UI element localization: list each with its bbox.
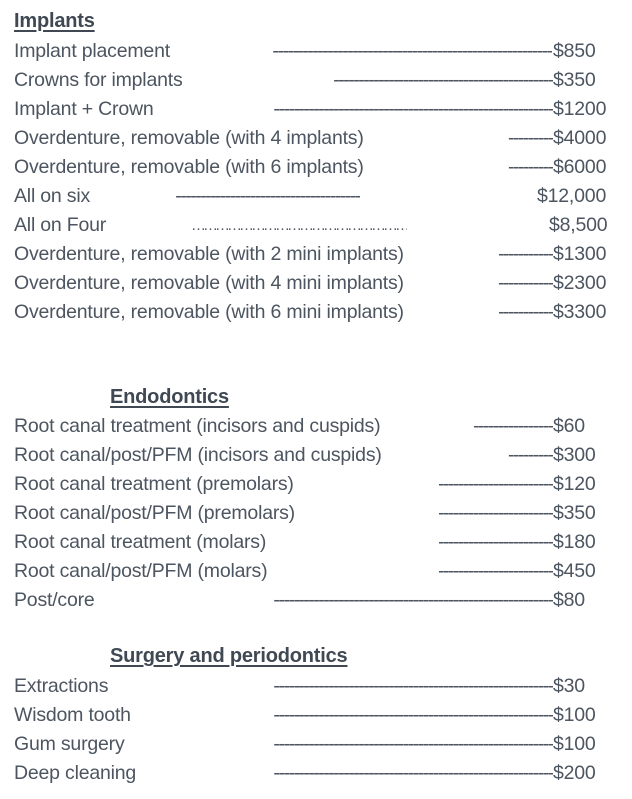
item-label: All on six	[14, 185, 91, 207]
item-label: Root canal/post/PFM (premolars)	[14, 502, 295, 524]
dotted-leader: ---------	[508, 127, 553, 149]
dotted-leader: ---------	[508, 156, 553, 178]
price-row	[0, 672, 632, 701]
dotted-leader: ………………………………………………	[191, 217, 407, 234]
dotted-leader: -----------	[498, 301, 553, 323]
item-price: $200	[553, 762, 596, 784]
item-price: $350	[553, 69, 596, 91]
endodontics-heading: Endodontics	[110, 386, 229, 408]
item-label: Overdenture, removable (with 2 mini implants)	[14, 243, 404, 265]
price-row	[0, 557, 632, 586]
price-row	[0, 240, 632, 269]
item-price: $8,500	[549, 214, 608, 236]
item-price: $100	[553, 733, 596, 755]
item-price: $12,000	[537, 185, 607, 207]
dotted-leader: --------------------------------------------------------	[272, 40, 552, 62]
item-label: Root canal treatment (premolars)	[14, 473, 294, 495]
item-price: $350	[553, 502, 596, 524]
item-price: $30	[553, 675, 585, 697]
item-label: Implant + Crown	[14, 98, 154, 120]
item-label: Root canal/post/PFM (incisors and cuspids)	[14, 444, 382, 466]
item-price: $3300	[553, 301, 607, 323]
price-row	[0, 182, 632, 211]
price-row	[0, 66, 632, 95]
dotted-leader: --------------------------------------------------------	[273, 98, 553, 120]
item-price: $850	[553, 40, 596, 62]
item-label: Root canal treatment (incisors and cuspids)	[14, 415, 381, 437]
price-row	[0, 37, 632, 66]
item-price: $450	[553, 560, 596, 582]
dotted-leader: ---------	[508, 444, 553, 466]
price-row	[0, 701, 632, 730]
price-row	[0, 269, 632, 298]
price-row	[0, 586, 632, 615]
dotted-leader: -----------------------	[438, 502, 553, 524]
item-price: $300	[553, 444, 596, 466]
price-row	[0, 528, 632, 557]
item-price: $6000	[553, 156, 607, 178]
price-row	[0, 124, 632, 153]
item-label: Root canal/post/PFM (molars)	[14, 560, 268, 582]
price-row	[0, 211, 632, 240]
item-label: Overdenture, removable (with 4 implants)	[14, 127, 364, 149]
item-label: Root canal treatment (molars)	[14, 531, 267, 553]
price-row	[0, 441, 632, 470]
item-price: $1200	[553, 98, 607, 120]
item-price: $100	[553, 704, 596, 726]
item-label: Overdenture, removable (with 4 mini implants)	[14, 272, 404, 294]
dotted-leader: -----------------------	[438, 531, 553, 553]
dotted-leader: -----------	[498, 243, 553, 265]
dotted-leader: -----------------------	[438, 560, 553, 582]
price-row	[0, 499, 632, 528]
item-label: Overdenture, removable (with 6 implants)	[14, 156, 364, 178]
item-label: Gum surgery	[14, 733, 125, 755]
dotted-leader: -------------------------------------	[175, 185, 360, 207]
item-price: $1300	[553, 243, 607, 265]
dotted-leader: -----------------------	[438, 473, 553, 495]
item-label: Deep cleaning	[14, 762, 137, 784]
item-label: Crowns for implants	[14, 69, 183, 91]
item-label: Overdenture, removable (with 6 mini implants)	[14, 301, 404, 323]
surgery-heading: Surgery and periodontics	[110, 645, 348, 667]
price-row	[0, 153, 632, 182]
item-label: Wisdom tooth	[14, 704, 131, 726]
item-price: $180	[553, 531, 596, 553]
item-label: Implant placement	[14, 40, 170, 62]
dotted-leader: --------------------------------------------------------	[273, 589, 553, 611]
item-price: $2300	[553, 272, 607, 294]
dotted-leader: --------------------------------------------------------	[273, 675, 553, 697]
dotted-leader: --------------------------------------------------------	[273, 762, 553, 784]
dotted-leader: ----------------	[473, 415, 553, 437]
item-price: $120	[553, 473, 596, 495]
implants-heading: Implants	[14, 10, 95, 32]
price-row	[0, 470, 632, 499]
price-row	[0, 298, 632, 327]
item-price: $80	[553, 589, 585, 611]
dotted-leader: --------------------------------------------------------	[273, 733, 553, 755]
dotted-leader: -----------	[498, 272, 553, 294]
item-price: $4000	[553, 127, 607, 149]
item-label: Post/core	[14, 589, 95, 611]
price-row	[0, 412, 632, 441]
item-label: Extractions	[14, 675, 109, 697]
dotted-leader: --------------------------------------------------------	[273, 704, 553, 726]
item-price: $60	[553, 415, 585, 437]
price-row	[0, 759, 632, 788]
price-row	[0, 95, 632, 124]
price-row	[0, 730, 632, 759]
dotted-leader: --------------------------------------------	[333, 69, 553, 91]
item-label: All on Four	[14, 214, 107, 236]
